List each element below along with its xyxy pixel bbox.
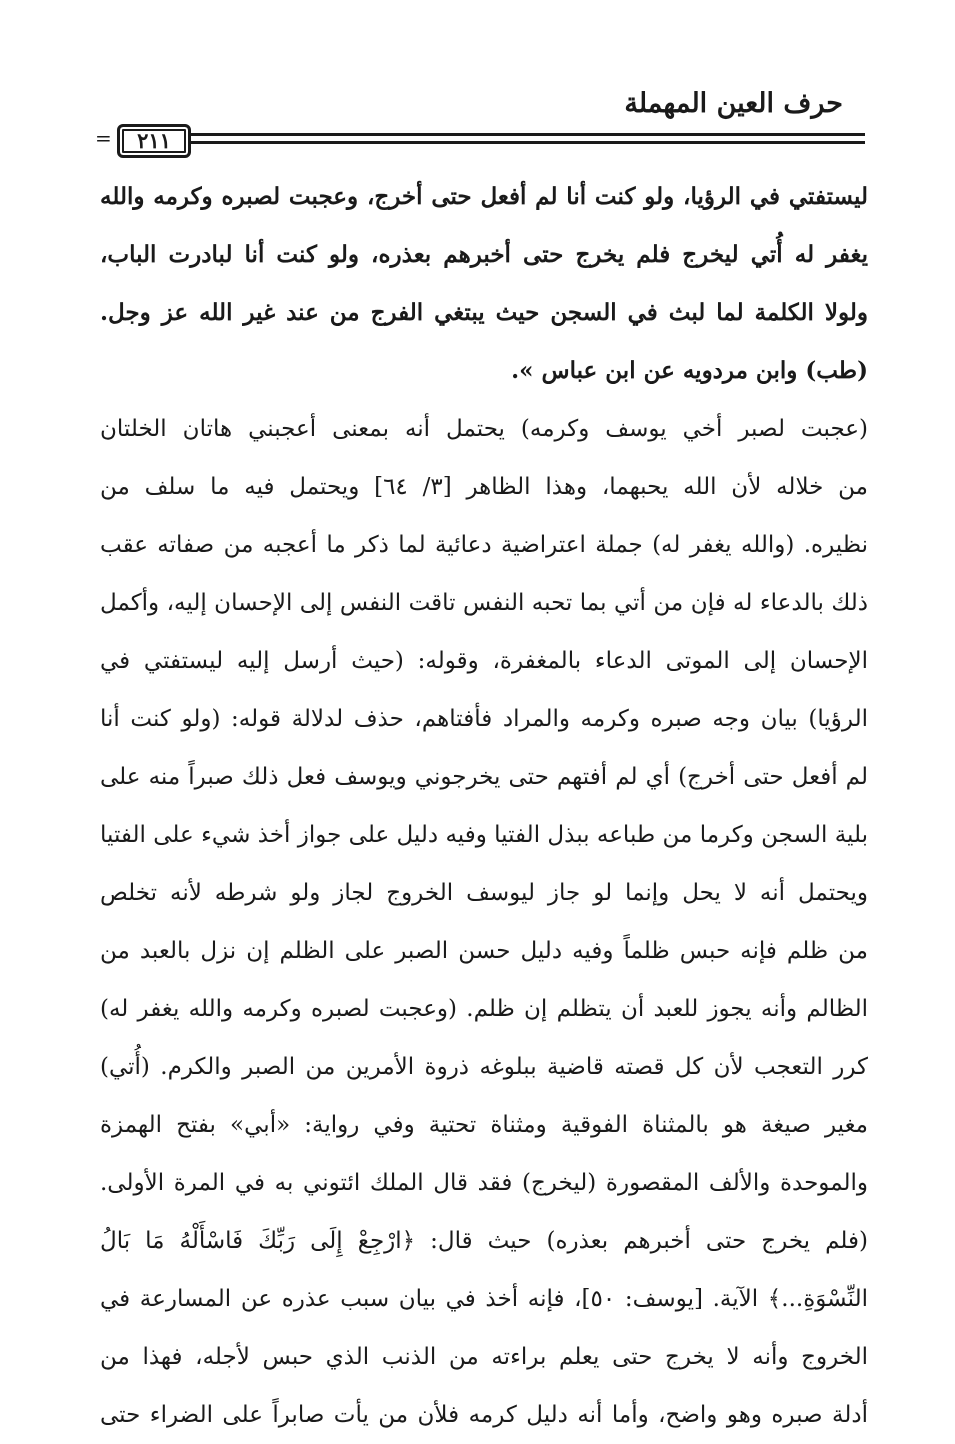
body-text xyxy=(100,168,868,1444)
text-line: لم أفعل حتى أخرج) أي لم أفتهم حتى يخرجوني ويوسف فعل ذلك صبراً منه على xyxy=(100,764,868,790)
text-line: كرر التعجب لأن كل قصته قاضية ببلوغه ذروة الأمرين من الصبر والكرم. (أُتي) xyxy=(100,1054,868,1080)
text-line: بلية السجن وكرما من طباعه ببذل الفتيا وفيه دليل على جواز أخذ شيء على الفتيا xyxy=(100,822,869,848)
text-line: نظيره. (والله يغفر له) جملة اعتراضية دعائية لما ذكر ما أعجبه من صفاته عقب xyxy=(100,532,868,558)
text-line: ويحتمل أنه لا يحل وإنما لو جاز ليوسف الخروج لجاز ولو شرطه لأنه تخلص xyxy=(100,880,868,906)
text-line: ليستفتي في الرؤيا، ولو كنت أنا لم أفعل حتى أخرج، وعجبت لصبره وكرمه والله xyxy=(100,183,868,210)
page-number: ٢١١ xyxy=(117,124,191,158)
running-header-title: حرف العين المهملة xyxy=(624,88,843,119)
text-line: والموحدة والألف المقصورة (ليخرج) فقد قال الملك ائتوني به في المرة الأولى. xyxy=(100,1170,868,1196)
text-line: من خلاله لأن الله يحبهما، وهذا الظاهر [٣/ ٦٤] ويحتمل فيه ما سلف من xyxy=(100,474,869,500)
text-line: (عجبت لصبر أخي يوسف وكرمه) يحتمل أنه بمعنى أعجبني هاتان الخلتان xyxy=(100,416,868,442)
text-line: أدلة صبره وهو واضح، وأما أنه دليل كرمه فلأن من يأت صابراً على الضراء حتى xyxy=(100,1402,868,1428)
text-line: يغفر له أُتي ليخرج فلم يخرج حتى أخبرهم بعذره، ولو كنت أنا لبادرت الباب، xyxy=(100,241,868,268)
text-line: ذلك بالدعاء له فإن من أتي بما تحبه النفس تاقت النفس إلى الإحسان إليه، وأكمل xyxy=(100,590,868,616)
text-line: مغير صيغة هو بالمثناة الفوقية ومثناة تحتية وفي رواية: «أبي» بفتح الهمزة xyxy=(100,1112,868,1138)
text-line: الخروج وأنه لا يخرج حتى يعلم براءته من الذنب الذي حبس لأجله، فهذا من xyxy=(100,1344,868,1370)
header-rule xyxy=(95,124,865,154)
text-line: النِّسْوَةِ...﴾ الآية. [يوسف: ٥٠]، فإنه أخذ في بيان سبب عذره عن المسارعة في xyxy=(100,1286,868,1312)
header-rule-line-bottom xyxy=(189,141,865,144)
text-line: من ظلم فإنه حبس ظلماً وفيه دليل حسن الصبر على الظلم إن نزل بالعبد من xyxy=(100,938,868,964)
header-rule-line-top xyxy=(189,133,865,136)
text-line: الظالم وأنه يجوز للعبد أن يتظلم إن ظلم. (وعجبت لصبره وكرمه والله يغفر له) xyxy=(100,996,868,1022)
text-line: الرؤيا) بيان وجه صبره وكرمه والمراد فأفتاهم، حذف لدلالة قوله: (ولو كنت أنا xyxy=(100,706,868,732)
text-line: (فلم يخرج حتى أخبرهم بعذره) حيث قال: ﴿ارْجِعْ إِلَى رَبِّكَ فَاسْأَلْهُ مَا بَالُ xyxy=(100,1228,868,1254)
text-line: ولولا الكلمة لما لبث في السجن حيث يبتغي الفرج من عند غير الله عز وجل. xyxy=(100,299,868,326)
text-line: (طب) وابن مردويه عن ابن عباس ». xyxy=(511,357,868,384)
rule-ornament: = xyxy=(95,126,112,150)
text-line: الإحسان إلى الموتى الدعاء بالمغفرة، وقوله: (حيث أرسل إليه ليستفتي في xyxy=(100,648,868,674)
